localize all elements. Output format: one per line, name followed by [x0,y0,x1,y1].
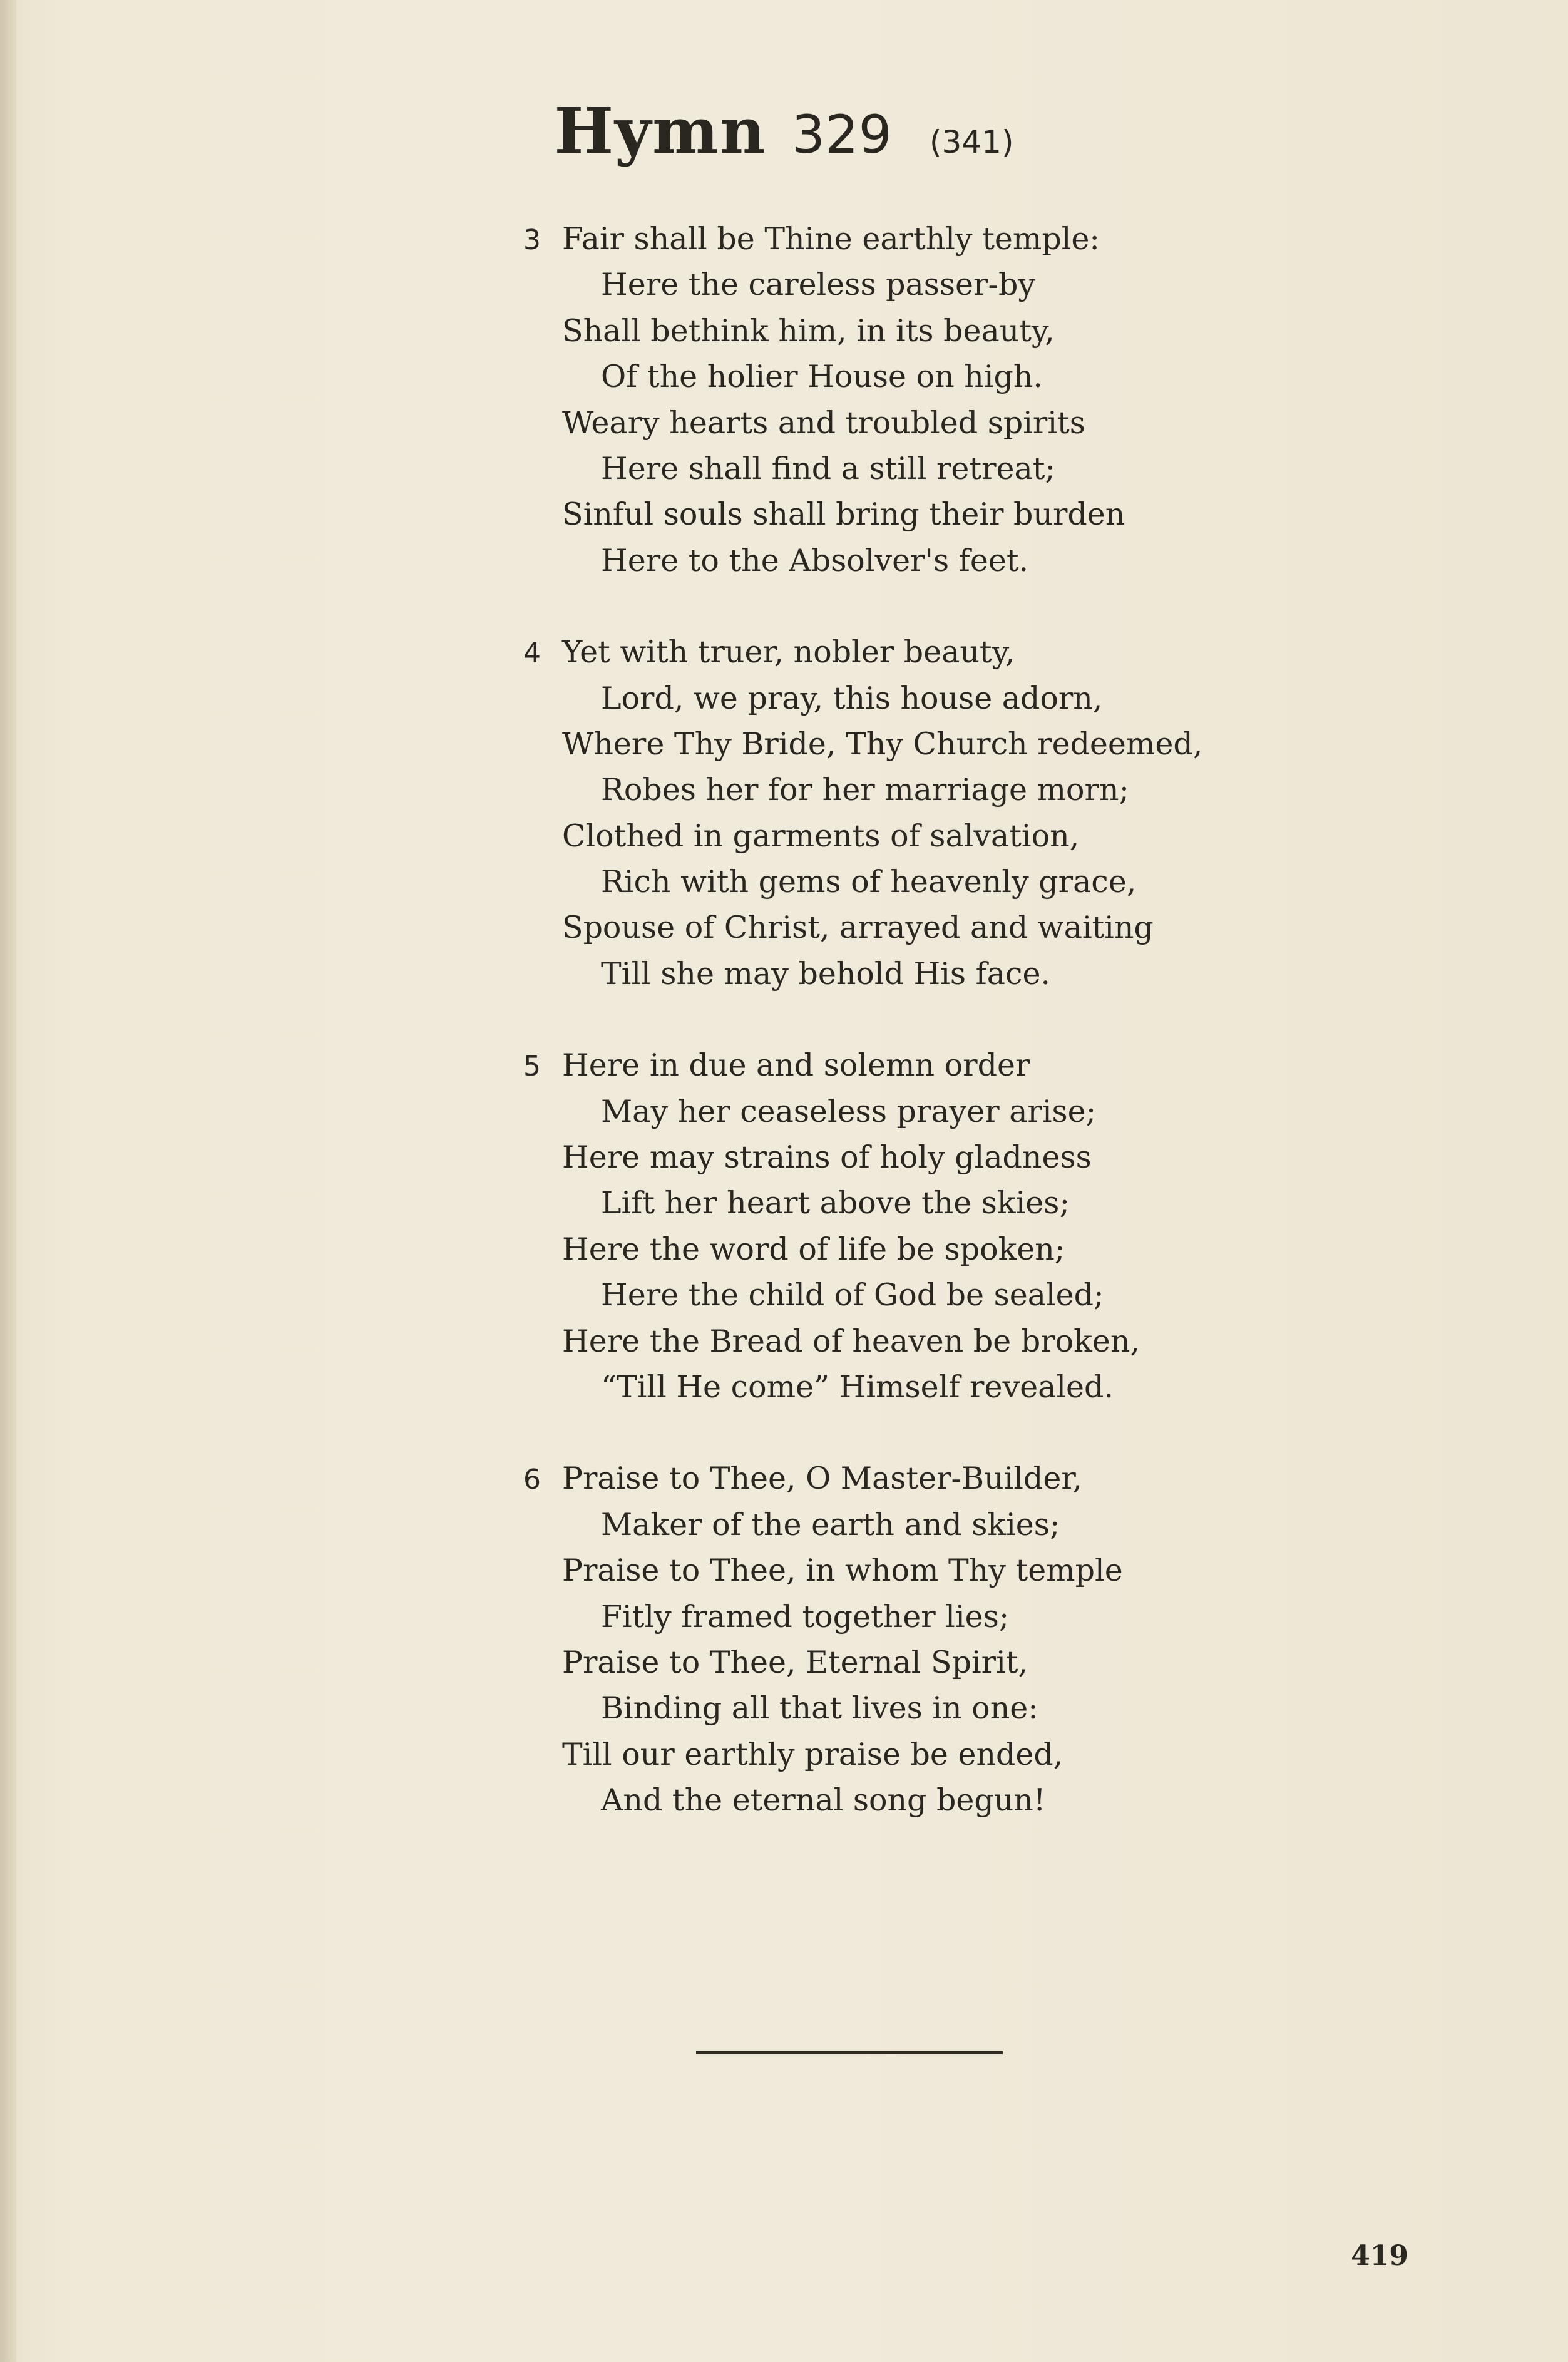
verse-4 [523,629,1337,997]
verse-line-text: Yet with truer, nobler beauty, [562,634,1015,670]
verse-line: Lord, we pray, this house adorn, [601,680,1103,716]
verse-line: Of the holier House on high. [601,359,1043,395]
hymn-title-word: Hymn [554,94,767,168]
verse-number: 6 [523,1464,541,1496]
verse-line: Praise to Thee, Eternal Spirit, [562,1644,1028,1680]
verse-line: And the eternal song begun! [601,1782,1046,1819]
verse-line [523,1456,1337,1501]
hymn-number: 329 [791,104,892,165]
verse-line: Here the careless passer-by [601,267,1036,303]
verse-line: Here the word of life be spoken; [562,1231,1065,1267]
verse-line: Lift her heart above the skies; [601,1185,1070,1221]
verse-line: “Till He come” Himself revealed. [601,1368,1114,1405]
verse-6 [523,1456,1337,1823]
verse-line: May her ceaseless prayer arise; [601,1093,1097,1129]
verse-line: Sinful souls shall bring their burden [562,496,1125,533]
verse-line [523,216,1337,262]
verse-line-text: Fair shall be Thine earthly temple: [562,221,1100,257]
verse-line: Robes her for her marriage morn; [601,772,1130,808]
verse-number: 3 [523,224,541,256]
verse-line: Maker of the earth and skies; [601,1506,1060,1543]
page-edge [0,0,16,2362]
verse-line: Here may strains of holy gladness [562,1139,1092,1176]
verse-line-text: Here in due and solemn order [562,1047,1030,1084]
verse-line: Shall bethink him, in its beauty, [562,312,1055,349]
verse-line: Here shall find a still retreat; [601,450,1055,486]
verse-line [523,1042,1337,1088]
verse-line: Till she may behold His face. [601,955,1051,992]
verse-number: 5 [523,1050,541,1083]
verse-line: Binding all that lives in one: [601,1690,1038,1727]
verse-line [523,629,1337,675]
verse-line: Fitly framed together lies; [601,1598,1010,1635]
verse-line: Praise to Thee, in whom Thy temple [562,1553,1123,1589]
verse-line: Here to the Absolver's feet. [601,542,1029,578]
verse-line: Here the Bread of heaven be broken, [562,1323,1140,1359]
hymn-verses [523,216,1337,1824]
verse-line: Rich with gems of heavenly grace, [601,864,1137,900]
hymn-alt-number: (341) [930,124,1014,160]
verse-line-text: Praise to Thee, O Master-Builder, [562,1461,1082,1497]
verse-line: Weary hearts and troubled spirits [562,404,1085,441]
verse-line: Till our earthly praise be ended, [562,1736,1063,1772]
verse-line: Clothed in garments of salvation, [562,818,1080,854]
end-rule-divider [696,2051,1003,2054]
verse-line: Here the child of God be sealed; [601,1277,1104,1313]
hymn-header [0,94,1568,168]
verse-3 [523,216,1337,583]
verse-5 [523,1042,1337,1410]
verse-number: 4 [523,637,541,670]
verse-line: Where Thy Bride, Thy Church redeemed, [562,726,1203,762]
verse-line: Spouse of Christ, arrayed and waiting [562,910,1154,946]
page-number: 419 [1351,2240,1408,2272]
